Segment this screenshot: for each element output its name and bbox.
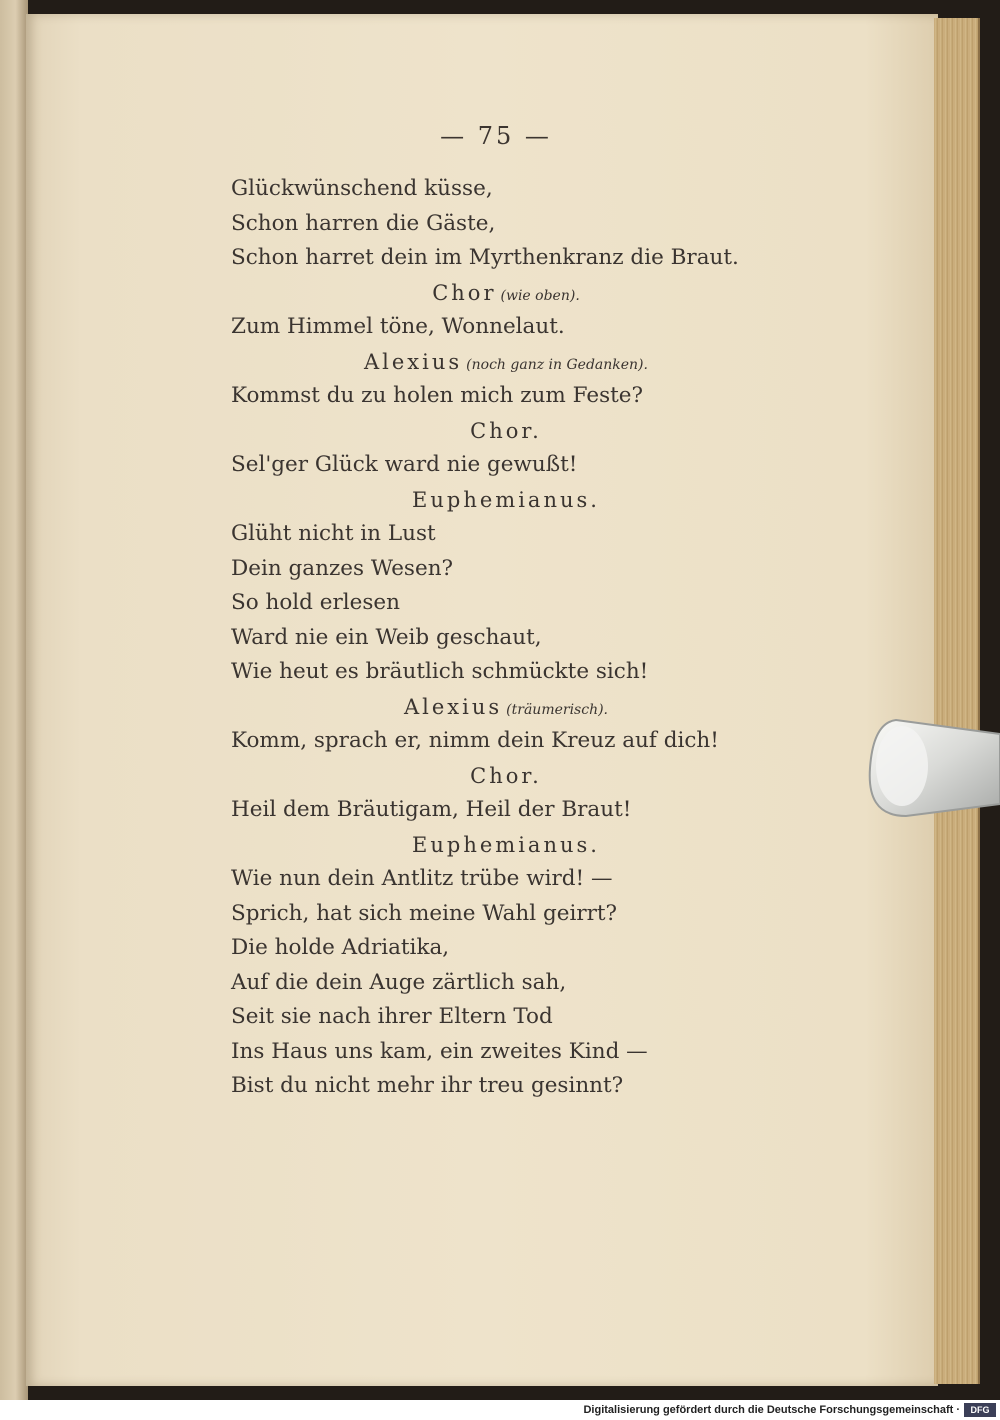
verse-line: Sel'ger Glück ward nie gewußt! [231, 452, 578, 477]
verse-line: Wie nun dein Antlitz trübe wird! — [231, 866, 613, 891]
stage-direction: (noch ganz in Gedanken). [466, 356, 648, 373]
previous-page-edge [0, 0, 28, 1400]
verse-line: Seit sie nach ihrer Eltern Tod [231, 1004, 553, 1029]
verse-line: Wie heut es bräutlich schmückte sich! [231, 659, 649, 684]
verse-line: Ins Haus uns kam, ein zweites Kind — [231, 1038, 648, 1064]
verse-line: Kommst du zu holen mich zum Feste? [231, 383, 644, 408]
speaker-name: Chor. [470, 763, 542, 788]
speaker-heading [26, 828, 966, 863]
verse-line: Auf die dein Auge zärtlich sah, [231, 969, 567, 995]
speaker-name: Chor [432, 280, 497, 305]
speaker-heading [26, 276, 966, 311]
verse-line: Heil dem Bräutigam, Heil der Braut! [231, 797, 632, 822]
verse-line: Zum Himmel töne, Wonnelaut. [231, 314, 565, 339]
speaker-heading [26, 345, 966, 380]
verse-line: Die holde Adriatika, [231, 935, 450, 960]
speaker-heading [26, 414, 966, 449]
page-number: — 75 — [440, 122, 552, 150]
speaker-heading [26, 483, 966, 518]
credit-text: Digitalisierung gefördert durch die Deutsche Forschungsgemeinschaft · [583, 1404, 960, 1416]
verse-line: Schon harret dein im Myrthenkranz die Braut. [231, 245, 739, 270]
verse-line: Komm, sprach er, nimm dein Kreuz auf dich! [231, 728, 719, 753]
speaker-name: Alexius [364, 349, 463, 374]
speaker-heading [26, 759, 966, 794]
verse-line: Bist du nicht mehr ihr treu gesinnt? [231, 1073, 624, 1098]
page-stack-edge [934, 18, 980, 1384]
verse-line: Ward nie ein Weib geschaut, [231, 624, 542, 650]
stage-direction: (träumerisch). [506, 701, 608, 718]
speaker-name: Alexius [404, 694, 503, 719]
verse-line: Dein ganzes Wesen? [231, 555, 454, 581]
verse-line: So hold erlesen [231, 590, 400, 615]
speaker-name: Euphemianus. [412, 832, 600, 857]
speaker-heading [26, 690, 966, 725]
verse-line: Glückwünschend küsse, [231, 176, 493, 201]
verse-line: Sprich, hat sich meine Wahl geirrt? [231, 900, 618, 926]
speaker-name: Euphemianus. [412, 487, 600, 512]
stage-direction: (wie oben). [500, 287, 580, 304]
book-page [26, 14, 938, 1386]
dfg-logo: DFG [964, 1403, 996, 1417]
verse-line: Schon harren die Gäste, [231, 210, 496, 236]
digitization-credit-bar [0, 1400, 1000, 1420]
page-clip-holder [866, 716, 1000, 820]
poem-text [26, 172, 966, 1104]
speaker-name: Chor. [470, 418, 542, 443]
verse-line: Glüht nicht in Lust [231, 521, 436, 546]
